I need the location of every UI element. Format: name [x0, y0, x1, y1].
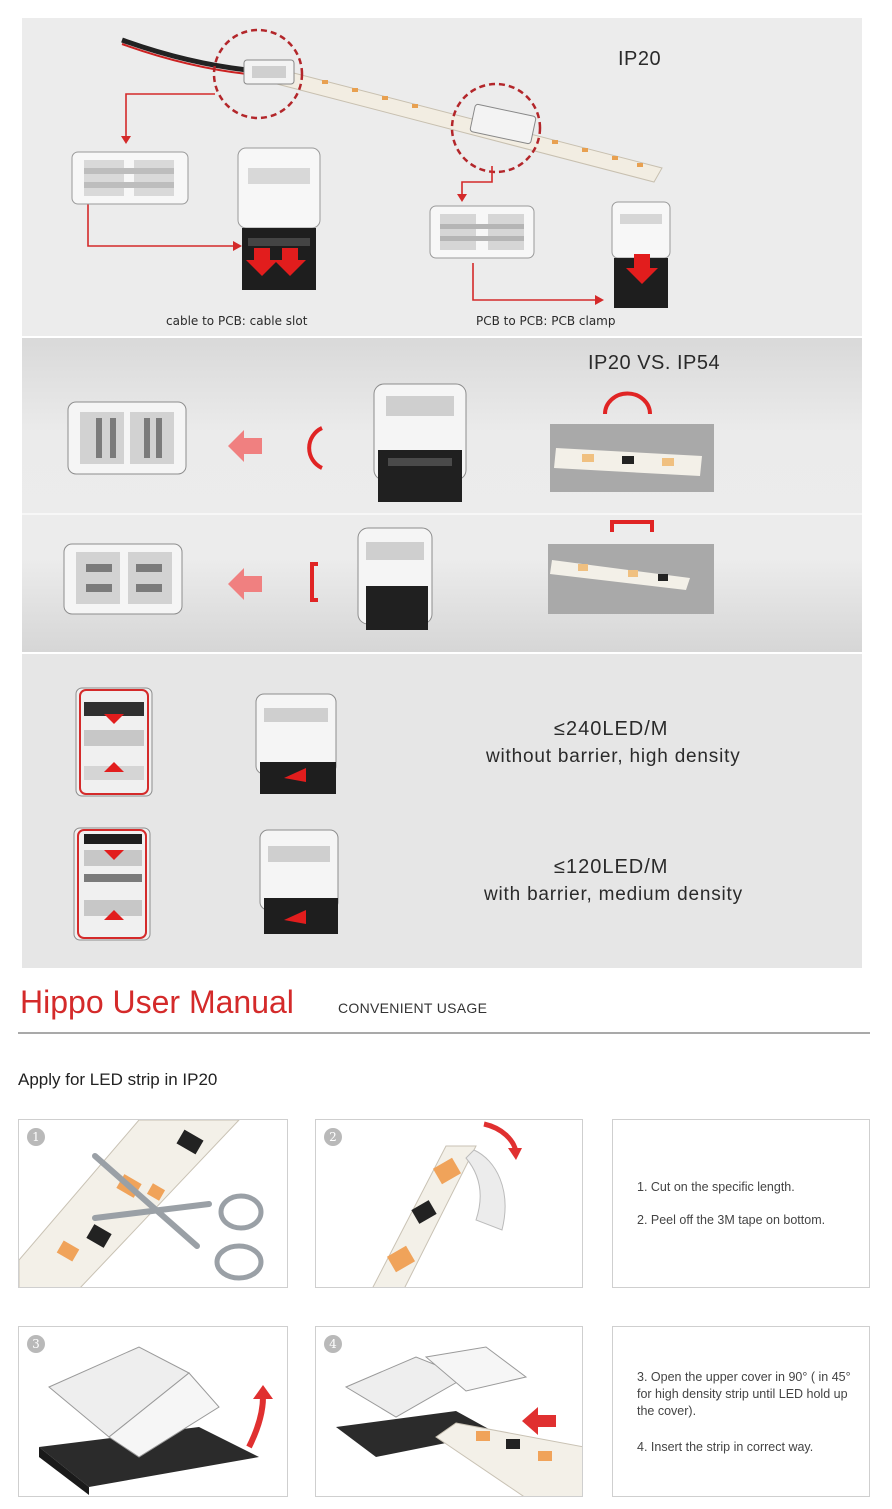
manual-brand-title: Hippo User Manual: [20, 984, 294, 1020]
ip20-panel: [22, 18, 862, 336]
step-card-4: [315, 1326, 583, 1497]
peel-tape-illustration: [316, 1120, 583, 1288]
manual-subtitle: CONVENIENT USAGE: [338, 1000, 488, 1016]
step-badge: 4: [324, 1335, 342, 1353]
step-card-1: [18, 1119, 288, 1288]
open-cover-illustration: [19, 1327, 288, 1497]
ip20-vs-ip54-panel: [22, 338, 862, 652]
density-panel: [22, 654, 862, 968]
ip-comparison-title: IP20 VS. IP54: [588, 352, 721, 374]
step-4-text: 4. Insert the strip in correct way.: [637, 1440, 814, 1454]
density-high-value: ≤240LED/M: [554, 718, 669, 740]
step-1-text: 1. Cut on the specific length.: [637, 1180, 795, 1194]
caption-cable-to-pcb: cable to PCB: cable slot: [166, 314, 308, 328]
step-text-card-2: [612, 1326, 870, 1497]
density-medium-desc: with barrier, medium density: [484, 884, 743, 905]
ip20-title: IP20: [618, 48, 662, 70]
ip-comparison-illustration: [22, 338, 862, 652]
step-badge: 2: [324, 1128, 342, 1146]
step-card-2: [315, 1119, 583, 1288]
step-2-text: 2. Peel off the 3M tape on bottom.: [637, 1213, 826, 1227]
apply-heading: Apply for LED strip in IP20: [18, 1070, 218, 1089]
cut-strip-illustration: [19, 1120, 288, 1288]
caption-pcb-to-pcb: PCB to PCB: PCB clamp: [476, 314, 616, 328]
step-3-text: 3. Open the upper cover in 90° ( in 45° for high density strip until LED hold up the cover).: [637, 1370, 851, 1418]
insert-strip-illustration: [316, 1327, 583, 1497]
density-high-desc: without barrier, high density: [486, 746, 741, 767]
density-illustration: [22, 654, 862, 968]
density-medium-value: ≤120LED/M: [554, 856, 669, 878]
step-badge: 1: [27, 1128, 45, 1146]
step-card-3: [18, 1326, 288, 1497]
step-text-card-1: [612, 1119, 870, 1288]
ip20-illustration: [22, 18, 862, 336]
manual-header-rule: [18, 1032, 870, 1034]
step-badge: 3: [27, 1335, 45, 1353]
